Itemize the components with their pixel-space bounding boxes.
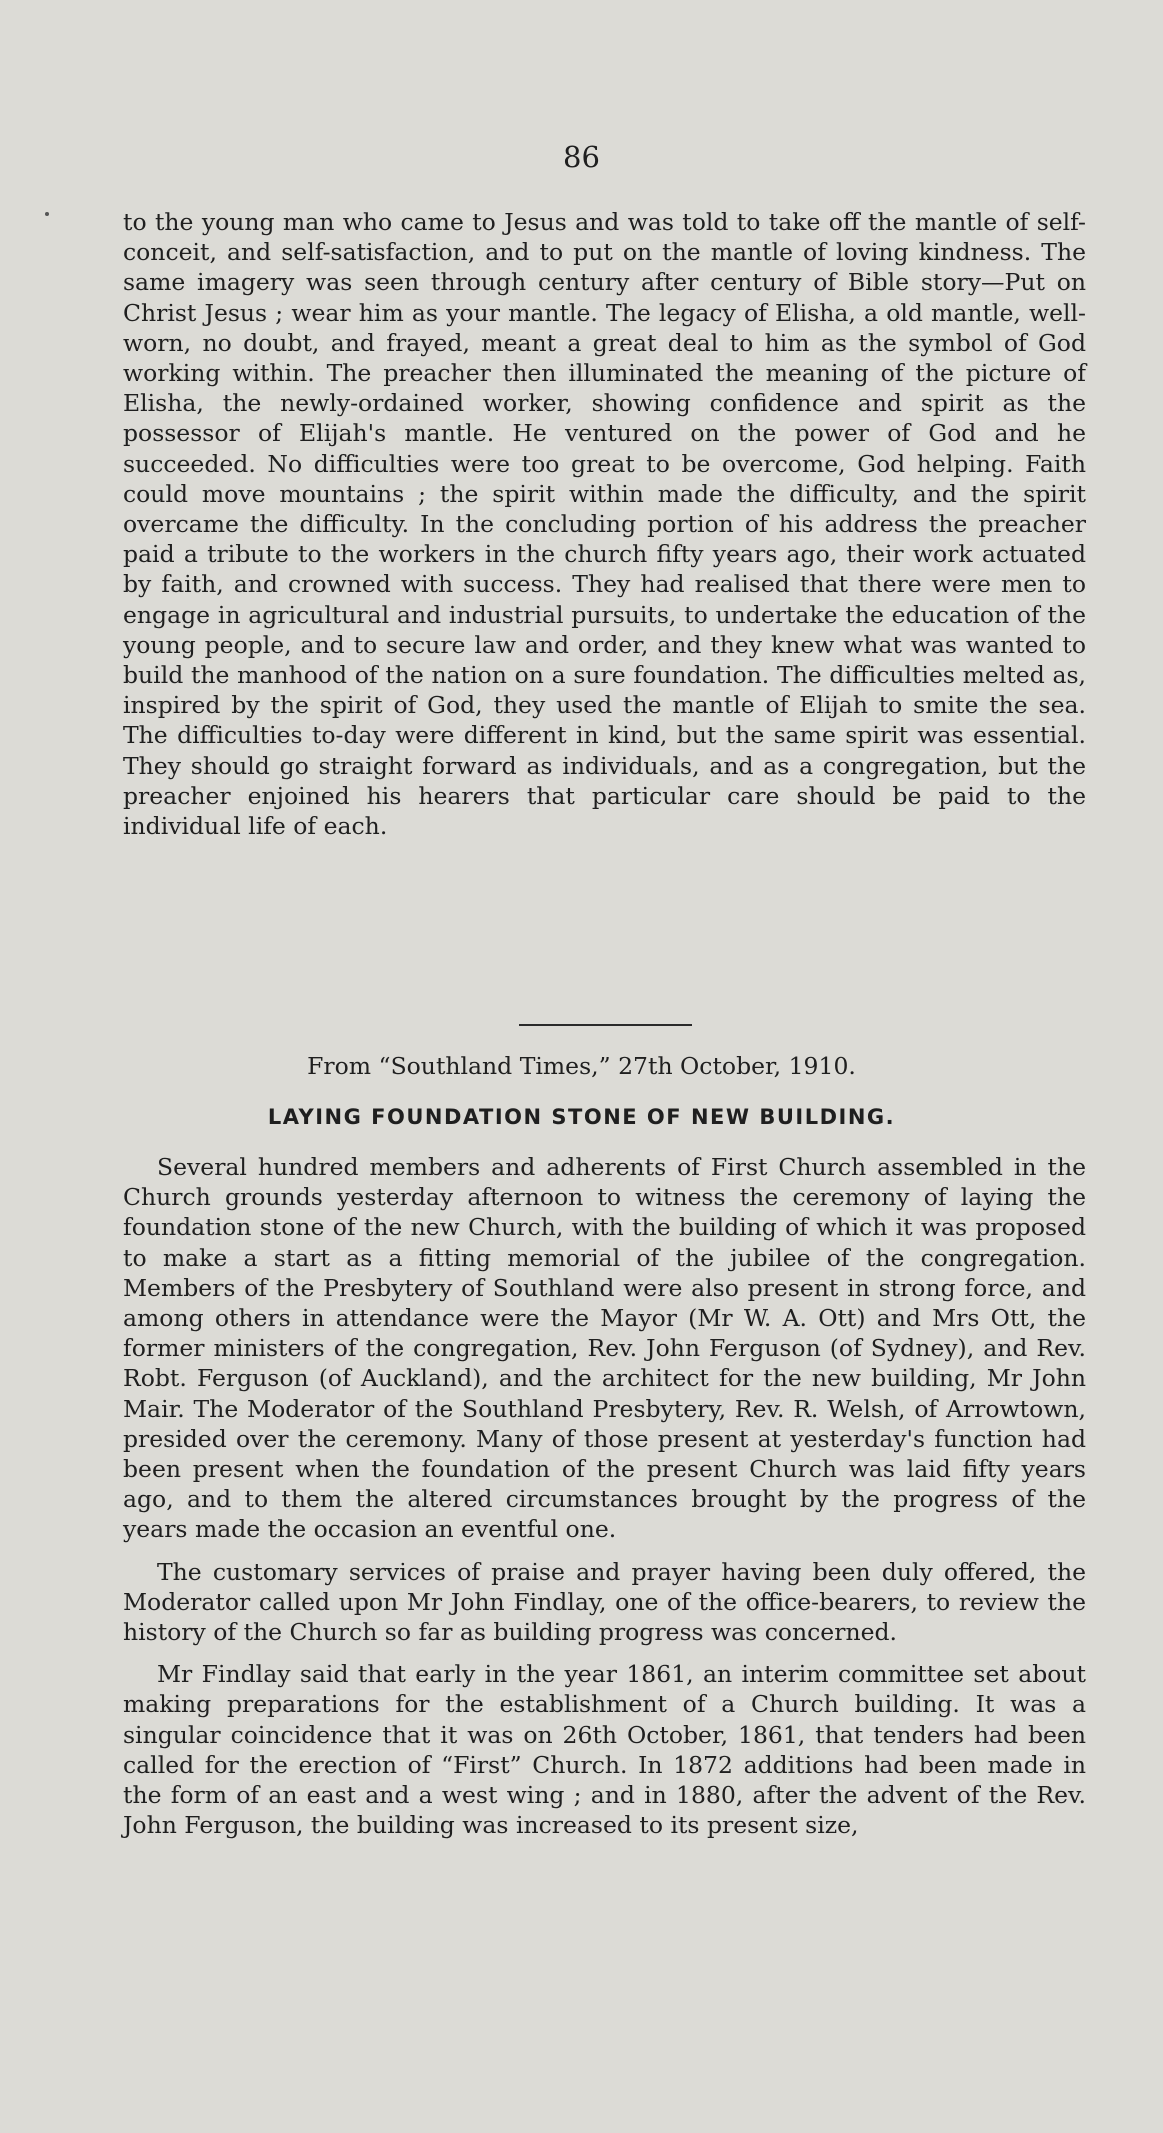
article-source-line: From “Southland Times,” 27th October, 1910.	[307, 1052, 856, 1080]
article-paragraph: Mr Findlay said that early in the year 1861, an interim committee set about making preparations for the establishment of a Church building. It was a singular coincidence that it was on 26th October, 1861, that tenders had been called for the erection of “First” Church. In 1872 additions had been made in the form of an east and a west wing ; and in 1880, after the advent of the Rev. John Ferguson, the building was increased to its present size,	[123, 1660, 1086, 1840]
article-paragraph: Several hundred members and adherents of First Church assembled in the Church grounds yesterday afternoon to witness the ceremony of laying the foundation stone of the new Church, with the building of which it was proposed to make a start as a fitting memorial of the jubilee of the congregation. Members of the Presbytery of Southland were also present in strong force, and among others in attendance were the Mayor (Mr W. A. Ott) and Mrs Ott, the former ministers of the congregation, Rev. John Ferguson (of Sydney), and Rev. Robt. Ferguson (of Auckland), and the architect for the new building, Mr John Mair. The Moderator of the Southland Presbytery, Rev. R. Welsh, of Arrowtown, presided over the ceremony. Many of those present at yesterday's function had been present when the foundation of the present Church was laid fifty years ago, and to them the altered circumstances brought by the progress of the years made the occasion an eventful one.	[123, 1153, 1086, 1544]
sermon-continuation-paragraph: to the young man who came to Jesus and was told to take off the mantle of self-conceit, and self-satisfaction, and to put on the mantle of loving kindness. The same imagery was seen through century after century of Bible story—Put on Christ Jesus ; wear him as your mantle. The legacy of Elisha, a old mantle, well-worn, no doubt, and frayed, meant a great deal to him as the symbol of God working within. The preacher then illuminated the meaning of the picture of Elisha, the newly-ordained worker, showing confidence and spirit as the possessor of Elijah's mantle. He ventured on the power of God and he succeeded. No difficulties were too great to be overcome, God helping. Faith could move mountains ; the spirit within made the difficulty, and the spirit overcame the difficulty. In the concluding portion of his address the preacher paid a tribute to the workers in the church fifty years ago, their work actuated by faith, and crowned with success. They had realised that there were men to engage in agricultural and industrial pursuits, to undertake the education of the young people, and to secure law and order, and they knew what was wanted to build the manhood of the nation on a sure foundation. The difficulties melted as, inspired by the spirit of God, they used the mantle of Elijah to smite the sea. The difficulties to-day were different in kind, but the same spirit was essential. They should go straight forward as individuals, and as a congregation, but the preacher enjoined his hearers that particular care should be paid to the individual life of each.	[123, 208, 1086, 841]
article-body	[123, 1152, 1086, 1852]
section-divider	[519, 1024, 692, 1026]
article-heading: LAYING FOUNDATION STONE OF NEW BUILDING.	[267, 1105, 896, 1129]
page-number: 86	[563, 140, 600, 174]
margin-speck	[45, 212, 49, 216]
article-paragraph: The customary services of praise and prayer having been duly offered, the Moderator called upon Mr John Findlay, one of the office-bearers, to review the history of the Church so far as building progress was concerned.	[123, 1557, 1086, 1647]
